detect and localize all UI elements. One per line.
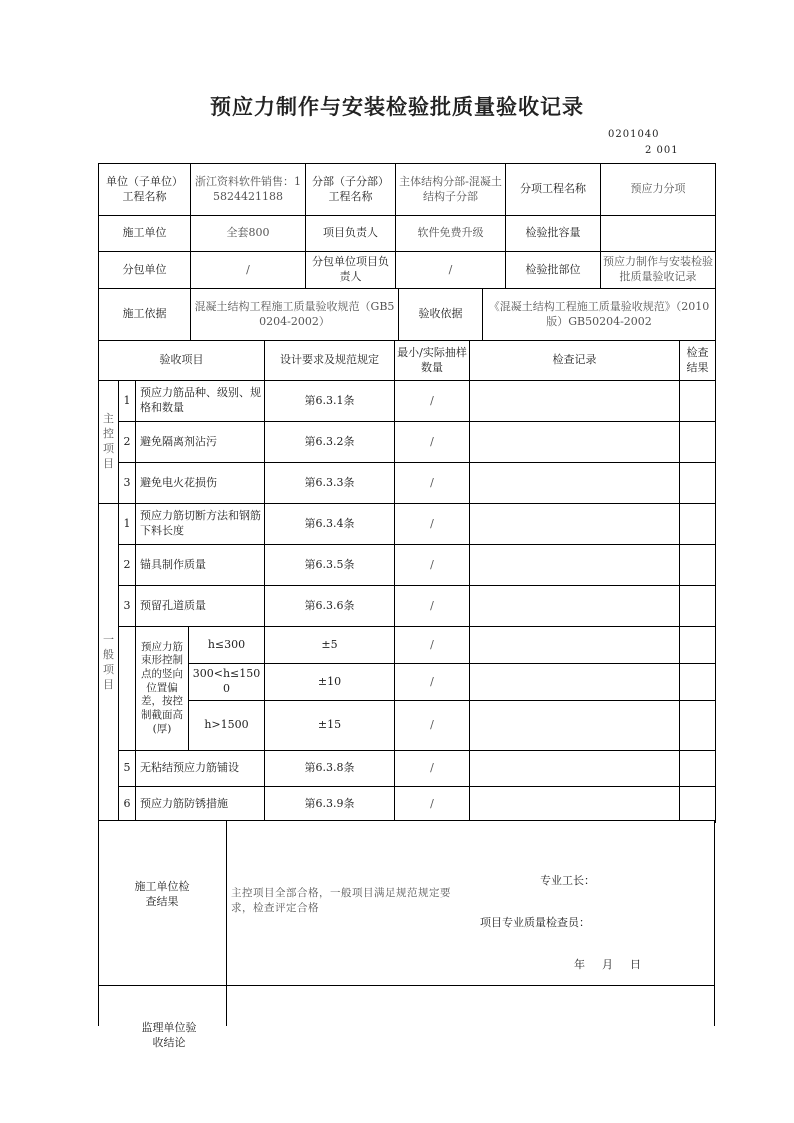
location-label: 检验批部位 — [506, 252, 601, 289]
row-record — [470, 787, 680, 823]
row-sample: / — [395, 545, 470, 586]
pm-label: 项目负责人 — [306, 216, 396, 252]
row-result — [680, 664, 716, 701]
sub-pm-value: / — [396, 252, 506, 289]
row-name: 避免电火花损伤 — [136, 463, 265, 504]
row-no: 5 — [119, 751, 136, 787]
row-record — [470, 751, 680, 787]
row-no: 6 — [119, 787, 136, 823]
pm-value: 软件免费升级 — [396, 216, 506, 252]
row-record — [470, 422, 680, 463]
page-title: 预应力制作与安装检验批质量验收记录 — [210, 95, 584, 119]
row-result — [680, 381, 716, 422]
row-name: 避免隔离剂沾污 — [136, 422, 265, 463]
row-sample: / — [395, 422, 470, 463]
builder-value: 全套800 — [191, 216, 306, 252]
deviation-sample: / — [395, 627, 470, 664]
sub-label: 分项工程名称 — [506, 164, 601, 216]
deviation-req: ±10 — [265, 664, 395, 701]
part-value: 主体结构分部-混凝土结构子分部 — [396, 164, 506, 216]
accept-basis-value: 《混凝土结构工程施工质量验收规范》（2010版）GB50204-2002 — [483, 289, 716, 341]
row-no: 2 — [119, 545, 136, 586]
row-sample: / — [395, 787, 470, 823]
part-label: 分部（子分部）工程名称 — [306, 164, 396, 216]
builder-label: 施工单位 — [99, 216, 191, 252]
supervision-label: 监理单位验收结论 — [141, 1021, 197, 1050]
row-name: 预应力筋防锈措施 — [136, 787, 265, 823]
row-req: 第6.3.2条 — [265, 422, 395, 463]
deviation-req: ±5 — [265, 627, 395, 664]
capacity-value — [601, 216, 716, 252]
row-no: 1 — [119, 504, 136, 545]
check-text: 主控项目全部合格，一般项目满足规范规定要求，检查评定合格 — [231, 887, 451, 914]
row-result — [680, 627, 716, 664]
capacity-label: 检验批容量 — [506, 216, 601, 252]
header-table — [98, 163, 716, 289]
row-req: 第6.3.9条 — [265, 787, 395, 823]
sub-value: 预应力分项 — [601, 164, 716, 216]
sub-pm-label: 分包单位项目负责人 — [306, 252, 396, 289]
row-sample: / — [395, 751, 470, 787]
row-no: 1 — [119, 381, 136, 422]
row-result — [680, 701, 716, 751]
form-serial: 2 001 — [645, 145, 679, 156]
col-sample: 最小/实际抽样数量 — [395, 341, 470, 381]
row-name: 无粘结预应力筋铺设 — [136, 751, 265, 787]
row-result — [680, 751, 716, 787]
col-record: 检查记录 — [470, 341, 680, 381]
row-sample: / — [395, 463, 470, 504]
deviation-sample: / — [395, 664, 470, 701]
subcontractor-label: 分包单位 — [99, 252, 191, 289]
row-no: 3 — [119, 463, 136, 504]
check-divider — [226, 820, 227, 986]
row-result — [680, 787, 716, 823]
row-record — [470, 627, 680, 664]
row-result — [680, 463, 716, 504]
row-sample: / — [395, 381, 470, 422]
row-req: 第6.3.6条 — [265, 586, 395, 627]
check-date: 年 月 日 — [574, 958, 644, 971]
row-result — [680, 504, 716, 545]
row-req: 第6.3.1条 — [265, 381, 395, 422]
row-name: 预应力筋切断方法和钢筋下料长度 — [136, 504, 265, 545]
foreman-label: 专业工长： — [540, 874, 595, 887]
col-result: 检查结果 — [680, 341, 716, 381]
row-no: 3 — [119, 586, 136, 627]
row-req: 第6.3.3条 — [265, 463, 395, 504]
row-name: 锚具制作质量 — [136, 545, 265, 586]
inspection-table — [98, 340, 716, 823]
unit-value: 浙江资料软件销售：15824421188 — [191, 164, 306, 216]
row-sample: / — [395, 586, 470, 627]
supervision-label-clip — [99, 1020, 225, 1050]
subcontractor-value: / — [191, 252, 306, 289]
row-record — [470, 664, 680, 701]
row-record — [470, 463, 680, 504]
col-item: 验收项目 — [99, 341, 265, 381]
check-label: 施工单位检查结果 — [134, 880, 190, 909]
row-result — [680, 422, 716, 463]
row-name: 预应力筋品种、级别、规格和数量 — [136, 381, 265, 422]
main-control-label: 主控项目 — [99, 381, 119, 504]
row-name: 预留孔道质量 — [136, 586, 265, 627]
basis-label: 施工依据 — [99, 289, 191, 341]
deviation-name: 预应力筋束形控制点的竖向位置偏差，按控制截面高(厚) — [136, 627, 189, 751]
accept-basis-label: 验收依据 — [399, 289, 483, 341]
inspector-label: 项目专业质量检查员： — [480, 916, 590, 929]
row-req: 第6.3.8条 — [265, 751, 395, 787]
row-record — [470, 701, 680, 751]
col-design: 设计要求及规范规定 — [265, 341, 395, 381]
row-no: 2 — [119, 422, 136, 463]
form-code: 0201040 — [608, 129, 660, 140]
row-record — [470, 381, 680, 422]
deviation-cond: h>1500 — [189, 701, 265, 751]
row-record — [470, 504, 680, 545]
row-req: 第6.3.4条 — [265, 504, 395, 545]
row-result — [680, 586, 716, 627]
unit-label: 单位（子单位）工程名称 — [99, 164, 191, 216]
row-record — [470, 545, 680, 586]
basis-value: 混凝土结构工程施工质量验收规范（GB50204-2002） — [191, 289, 399, 341]
supervision-divider — [226, 985, 227, 1026]
deviation-cond: 300<h≤1500 — [189, 664, 265, 701]
row-sample: / — [395, 504, 470, 545]
deviation-cond: h≤300 — [189, 627, 265, 664]
row-result — [680, 545, 716, 586]
row-record — [470, 586, 680, 627]
basis-table — [98, 288, 716, 341]
deviation-sample: / — [395, 701, 470, 751]
row-req: 第6.3.5条 — [265, 545, 395, 586]
location-value: 预应力制作与安装检验批质量验收记录 — [601, 252, 716, 289]
deviation-req: ±15 — [265, 701, 395, 751]
row-no — [119, 627, 136, 751]
general-label: 一般项目 — [99, 504, 119, 823]
